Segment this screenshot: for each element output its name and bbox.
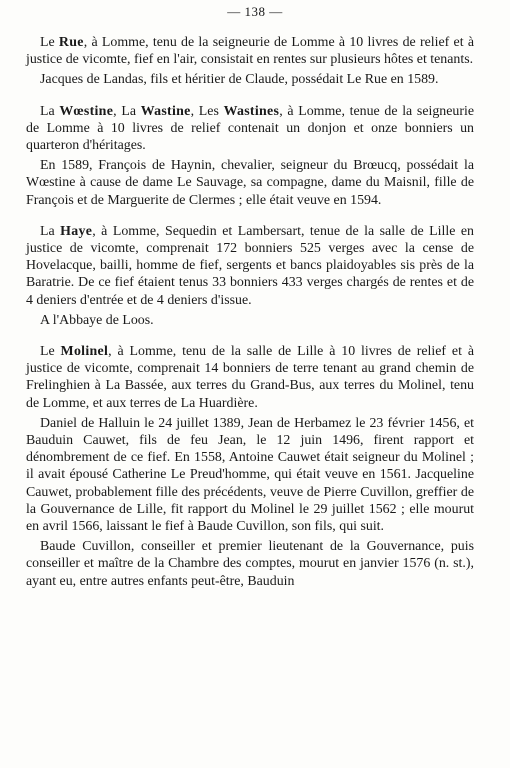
fief-name-haye: Haye (60, 223, 93, 239)
fief-name-rue: Rue (58, 35, 84, 50)
fief-name-wastines: Wastines (223, 103, 280, 119)
separator: , La (113, 103, 141, 119)
paragraph-rue-fief (26, 34, 474, 68)
paragraph-molinel-cuvillon: Baude Cuvillon, conseiller et premier lieutenant de la Gouvernance, puis conseiller et maître de la Chambre des comptes, mourut en janvier 1576 (n. st.), ayant eu, entre autres enfants peut-être, Bauduin (26, 539, 474, 589)
fief-name-molinel: Molinel (60, 344, 109, 360)
paragraph-molinel-history: Daniel de Halluin le 24 juillet 1389, Jean de Herbamez le 23 février 1456, et Bauduin Cauwet, fils de feu Jean, le 12 juin 1496, firent rapport et dénombrement de ce fief. En 1558, Antoine Cauwet était seigneur du Molinel ; il avait épousé Catherine Le Preud'homme, qui était veuve en 1561. Jacqueline Cauwet, probablement fille des précédents, veuve de Pierre Cuvillon, greffier de la Gouvernance de Lille, fit rapport du Molinel le 29 juillet 1562 ; elle mourut en avril 1566, laissant le fief à Baude Cuvillon, son fils, qui suit. (26, 415, 474, 535)
paragraph-haye-fief (26, 223, 474, 309)
paragraph-woestine-fief (26, 103, 474, 155)
paragraph-text: , à Lomme, Sequedin et Lambersart, tenue de la salle de Lille en justice de vicomte, comprenait 172 bonniers 525 verges avec la cense de Hovelacque, bailli, homme de fief, sergents et bancs plaidoyables sis près de la Baratrie. De ce fief étaient tenus 33 bonniers 433 verges chargés de rentes et de 4 deniers d'entrée et de 4 deniers d'issue. (26, 223, 474, 308)
page-number: — 138 — (227, 4, 283, 19)
paragraph-text: , à Lomme, tenue de la seigneurie de Lomme à 10 livres de relief contenait un donjon et onze bonniers un quarteron d'héritages. (26, 103, 474, 154)
paragraph-woestine-owner: En 1589, François de Haynin, chevalier, seigneur du Brœucq, possédait la Wœstine à cause de dame Le Sauvage, sa compagne, dame du Maisnil, fille de François et de Marguerite de Clermes ; elle était veuve en 1594. (26, 158, 474, 208)
article-prefix: Le (40, 344, 61, 360)
paragraph-text: , à Lomme, tenu de la salle de Lille à 10 livres de relief et à justice de vicomte, comprenait 14 bonniers de terre tenant au grand chemin de Frelinghien à La Bassée, aux terres du Grand-Bus, aux terres du Molinel, tenu de Lomme, et aux terres de La Huardière. (26, 344, 474, 411)
document-body (26, 34, 474, 593)
separator: , Les (190, 103, 224, 119)
paragraph-molinel-fief (26, 343, 474, 412)
paragraph-text: , à Lomme, tenu de la seigneurie de Lomme à 10 livres de relief et à justice de vicomte, fief en l'air, consistait en rentes sur plusieurs hôtes et tenants. (26, 35, 475, 68)
paragraph-rue-owner: Jacques de Landas, fils et héritier de Claude, possédait Le Rue en 1589. (40, 72, 439, 88)
article-prefix: La (40, 223, 61, 239)
article-prefix: Le (40, 35, 59, 50)
article-prefix: La (40, 103, 60, 119)
fief-name-woestine: Wœstine (59, 103, 114, 119)
paragraph-haye-owner: A l'Abbaye de Loos. (40, 312, 154, 328)
fief-name-wastine: Wastine (140, 103, 191, 119)
